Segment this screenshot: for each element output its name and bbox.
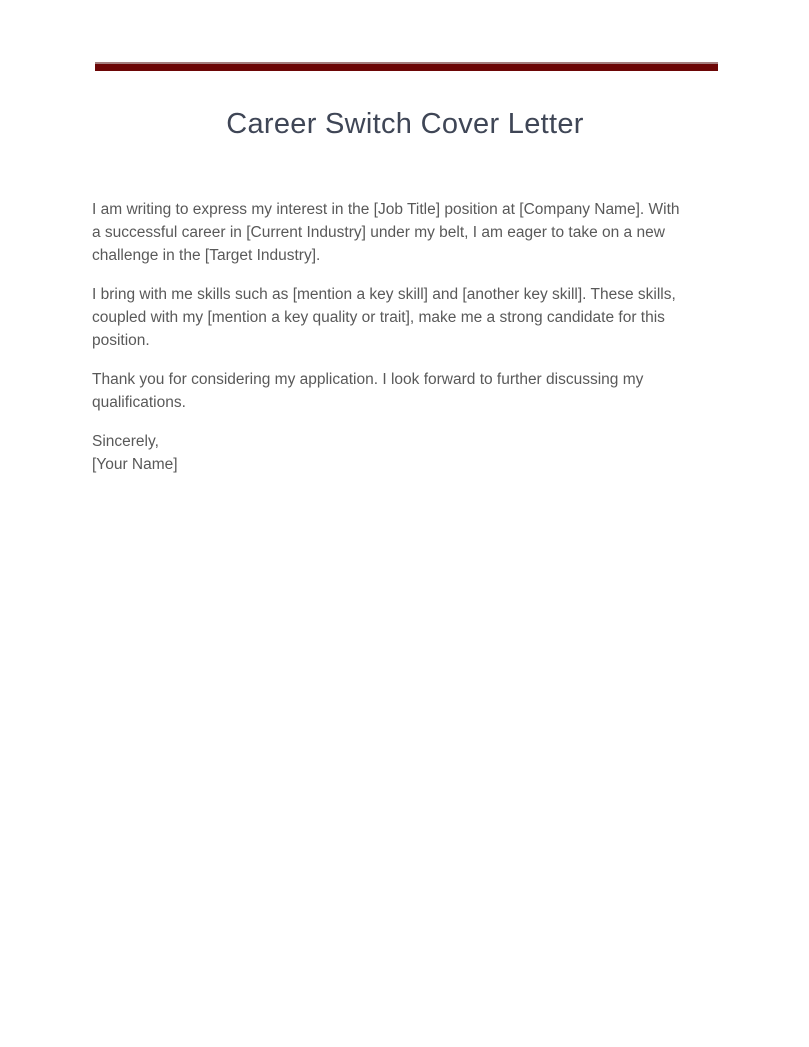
page-title: Career Switch Cover Letter — [226, 108, 584, 140]
signoff — [92, 430, 684, 476]
paragraph-intro: I am writing to express my interest in the [Job Title] position at [Company Name]. With a successful career in [Current Industry] under my belt, I am eager to take on a new challenge in the [Target Industry]. — [92, 201, 680, 264]
accent-rule — [95, 62, 718, 71]
letter-content — [92, 0, 718, 492]
signoff-name-placeholder: [Your Name] — [92, 456, 178, 473]
letter-body — [92, 198, 684, 476]
signoff-closing: Sincerely, — [92, 433, 159, 450]
paragraph-thanks: Thank you for considering my application. I look forward to further discussing my qualifications. — [92, 371, 644, 411]
paragraph-skills: I bring with me skills such as [mention a key skill] and [another key skill]. These skills, coupled with my [mention a key quality or trait], make me a strong candidate for this position. — [92, 286, 676, 349]
